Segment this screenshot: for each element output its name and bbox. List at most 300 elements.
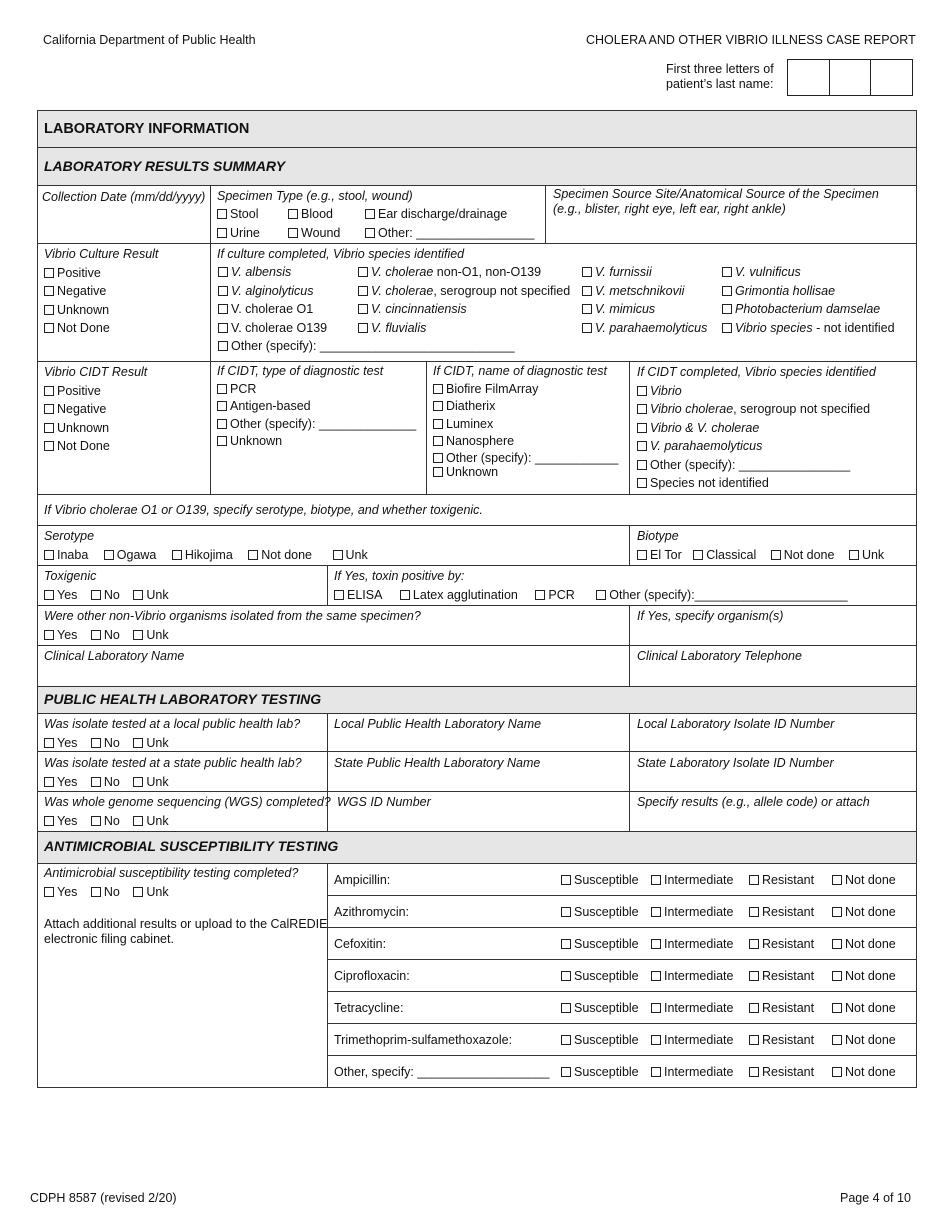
rule xyxy=(545,185,546,243)
drug-result-resistant[interactable]: Resistant xyxy=(749,967,814,986)
species-cholerae-non-o1[interactable]: V. cholerae non-O1, non-O139 xyxy=(358,263,570,282)
checkbox-icon xyxy=(749,971,759,981)
wgs-no[interactable]: No xyxy=(91,812,120,831)
checkbox-icon xyxy=(44,590,54,600)
rule xyxy=(629,605,630,686)
checkbox-icon xyxy=(44,550,54,560)
biotype-el-tor[interactable]: El Tor xyxy=(637,546,682,565)
non-vibrio-unk[interactable]: Unk xyxy=(133,626,168,645)
biotype-not-done[interactable]: Not done xyxy=(771,546,835,565)
checkbox-icon xyxy=(133,590,143,600)
rule xyxy=(37,713,917,714)
drug-result-resistant[interactable]: Resistant xyxy=(749,1063,814,1082)
culture-species-col3 xyxy=(582,263,707,337)
drug-result-not-done[interactable]: Not done xyxy=(832,1031,896,1050)
species-other[interactable]: Other (specify): ____________________________ xyxy=(218,337,515,356)
checkbox-icon xyxy=(218,267,228,277)
checkbox-icon xyxy=(561,875,571,885)
checkbox-icon xyxy=(722,304,732,314)
culture-species-col4 xyxy=(722,263,895,337)
biotype-label: Biotype xyxy=(637,529,679,543)
phl-state-label: Was isolate tested at a state public health lab? xyxy=(44,756,302,770)
checkbox-icon xyxy=(288,209,298,219)
rule xyxy=(37,565,917,566)
wgs-unk[interactable]: Unk xyxy=(133,812,168,831)
ast-yes[interactable]: Yes xyxy=(44,883,77,902)
rule xyxy=(210,185,211,494)
rule xyxy=(327,1023,917,1024)
cidt-result xyxy=(44,363,147,456)
agency-name: California Department of Public Health xyxy=(43,33,256,47)
drug-label: Cefoxitin: xyxy=(334,937,387,951)
checkbox-icon xyxy=(172,550,182,560)
drug-result-intermediate[interactable]: Intermediate xyxy=(651,935,733,954)
checkbox-icon xyxy=(637,386,647,396)
checkbox-icon xyxy=(582,286,592,296)
checkbox-icon xyxy=(218,323,228,333)
checkbox-icon xyxy=(535,590,545,600)
checkbox-icon xyxy=(832,1003,842,1013)
checkbox-icon xyxy=(217,209,227,219)
rule xyxy=(629,525,630,565)
checkbox-icon xyxy=(365,209,375,219)
page-number: Page 4 of 10 xyxy=(840,1191,911,1205)
checkbox-icon xyxy=(218,286,228,296)
species-mimicus[interactable]: V. mimicus xyxy=(582,300,707,319)
ast-question-label: Antimicrobial susceptibility testing completed? xyxy=(44,866,299,880)
ast-attach-line2: electronic filing cabinet. xyxy=(44,932,174,946)
report-title: CHOLERA AND OTHER VIBRIO ILLNESS CASE REPORT xyxy=(586,33,916,47)
rule xyxy=(37,185,917,186)
cidt-type-unknown[interactable]: Unknown xyxy=(217,433,416,451)
urine-option[interactable]: Urine xyxy=(217,224,260,243)
toxigenic-yes[interactable]: Yes xyxy=(44,586,77,605)
checkbox-icon xyxy=(651,971,661,981)
drug-label: Azithromycin: xyxy=(334,905,410,919)
checkbox-icon xyxy=(651,1035,661,1045)
checkbox-icon xyxy=(637,423,647,433)
wgs-yes[interactable]: Yes xyxy=(44,812,77,831)
cidt-result-label: Vibrio CIDT Result xyxy=(44,365,148,379)
checkbox-icon xyxy=(288,228,298,238)
drug-result-susceptible[interactable]: Susceptible xyxy=(561,935,639,954)
drug-result-intermediate[interactable]: Intermediate xyxy=(651,967,733,986)
specimen-type xyxy=(217,187,535,240)
non-vibrio xyxy=(44,607,421,644)
checkbox-icon xyxy=(44,441,54,451)
checkbox-icon xyxy=(400,590,410,600)
rule xyxy=(37,494,917,495)
checkbox-icon xyxy=(44,816,54,826)
serotype xyxy=(44,527,380,564)
checkbox-icon xyxy=(693,550,703,560)
checkbox-icon xyxy=(596,590,606,600)
checkbox-icon xyxy=(133,630,143,640)
rule xyxy=(37,147,917,148)
drug-result-intermediate[interactable]: Intermediate xyxy=(651,999,733,1018)
checkbox-icon xyxy=(44,423,54,433)
culture-species-label: If culture completed, Vibrio species identified xyxy=(217,247,465,261)
last-name-box-2[interactable] xyxy=(830,60,872,95)
rule xyxy=(37,645,917,646)
cidt-name-other[interactable]: Other (specify): ____________ xyxy=(433,451,618,465)
cidt-type-pcr[interactable]: PCR xyxy=(217,381,416,399)
cidt-species-other[interactable]: Other (specify): ________________ xyxy=(637,456,876,475)
biotype xyxy=(637,527,896,564)
non-vibrio-no[interactable]: No xyxy=(91,626,120,645)
rule xyxy=(327,991,917,992)
cidt-species xyxy=(637,363,876,493)
checkbox-icon xyxy=(561,939,571,949)
drug-result-resistant[interactable]: Resistant xyxy=(749,935,814,954)
species-furnissii[interactable]: V. furnissii xyxy=(582,263,707,282)
checkbox-icon xyxy=(582,267,592,277)
ear-option[interactable]: Ear discharge/drainage xyxy=(365,205,507,224)
phl-state-unk[interactable]: Unk xyxy=(133,773,168,792)
phl-local-no[interactable]: No xyxy=(91,734,120,753)
drug-result-not-done[interactable]: Not done xyxy=(832,935,896,954)
form-id: CDPH 8587 (revised 2/20) xyxy=(30,1191,177,1205)
serotype-label: Serotype xyxy=(44,529,95,543)
rule xyxy=(37,831,917,832)
cidt-name-label: If CIDT, name of diagnostic test xyxy=(433,364,607,378)
checkbox-icon xyxy=(44,286,54,296)
collection-date-label: Collection Date (mm/dd/yyyy) xyxy=(42,190,206,204)
drug-result-intermediate[interactable]: Intermediate xyxy=(651,903,733,922)
other-specimen-option[interactable]: Other: _________________ xyxy=(365,224,534,243)
rule xyxy=(327,927,917,928)
checkbox-icon xyxy=(433,401,443,411)
species-cholerae-o139[interactable]: V. cholerae O139 xyxy=(218,319,515,338)
checkbox-icon xyxy=(91,590,101,600)
culture-negative[interactable]: Negative xyxy=(44,282,158,301)
drug-result-susceptible[interactable]: Susceptible xyxy=(561,967,639,986)
toxin-elisa[interactable]: ELISA xyxy=(334,586,382,605)
species-metschnikovii[interactable]: V. metschnikovii xyxy=(582,282,707,301)
drug-label: Ampicillin: xyxy=(334,873,391,887)
drug-result-susceptible[interactable]: Susceptible xyxy=(561,903,639,922)
checkbox-icon xyxy=(832,971,842,981)
checkbox-icon xyxy=(722,323,732,333)
cidt-name-nanosphere[interactable]: Nanosphere xyxy=(433,433,618,451)
drug-result-resistant[interactable]: Resistant xyxy=(749,871,814,890)
organisms-label: If Yes, specify organism(s) xyxy=(637,609,784,623)
o1-instruction: If Vibrio cholerae O1 or O139, specify serotype, biotype, and whether toxigenic. xyxy=(44,503,483,517)
checkbox-icon xyxy=(722,286,732,296)
drug-result-not-done[interactable]: Not done xyxy=(832,903,896,922)
cidt-unknown[interactable]: Unknown xyxy=(44,419,147,438)
serotype-not-done[interactable]: Not done xyxy=(248,546,312,565)
cidt-name xyxy=(433,363,618,479)
drug-label: Tetracycline: xyxy=(334,1001,404,1015)
checkbox-icon xyxy=(44,887,54,897)
local-lab-name-label: Local Public Health Laboratory Name xyxy=(334,717,542,731)
drug-result-susceptible[interactable]: Susceptible xyxy=(561,871,639,890)
checkbox-icon xyxy=(433,436,443,446)
species-albensis[interactable]: V. albensis xyxy=(218,263,515,282)
ast-title: ANTIMICROBIAL SUSCEPTIBILITY TESTING xyxy=(44,838,339,854)
checkbox-icon xyxy=(133,738,143,748)
toxin-other[interactable]: Other (specify):______________________ xyxy=(596,586,847,605)
checkbox-icon xyxy=(561,1067,571,1077)
checkbox-icon xyxy=(771,550,781,560)
checkbox-icon xyxy=(44,738,54,748)
rule xyxy=(37,686,917,687)
drug-result-resistant[interactable]: Resistant xyxy=(749,1031,814,1050)
phl-state-yes[interactable]: Yes xyxy=(44,773,77,792)
checkbox-icon xyxy=(749,1003,759,1013)
non-vibrio-label: Were other non-Vibrio organisms isolated from the same specimen? xyxy=(44,609,421,623)
checkbox-icon xyxy=(749,939,759,949)
wound-option[interactable]: Wound xyxy=(288,224,340,243)
ast-attach-line1: Attach additional results or upload to the CalREDIE xyxy=(44,917,328,931)
checkbox-icon xyxy=(133,887,143,897)
checkbox-icon xyxy=(358,267,368,277)
state-lab-name-label: State Public Health Laboratory Name xyxy=(334,756,541,770)
serotype-ogawa[interactable]: Ogawa xyxy=(104,546,157,565)
rule xyxy=(37,361,917,362)
checkbox-icon xyxy=(832,1067,842,1077)
checkbox-icon xyxy=(44,777,54,787)
drug-result-resistant[interactable]: Resistant xyxy=(749,999,814,1018)
biotype-classical[interactable]: Classical xyxy=(693,546,756,565)
specimen-source-line2: (e.g., blister, right eye, left ear, right ankle) xyxy=(553,202,786,216)
phl-state-no[interactable]: No xyxy=(91,773,120,792)
drug-result-not-done[interactable]: Not done xyxy=(832,871,896,890)
drug-result-intermediate[interactable]: Intermediate xyxy=(651,1063,733,1082)
cidt-name-unknown[interactable]: Unknown xyxy=(433,465,618,479)
phl-state-question xyxy=(44,754,302,791)
phl-local-yes[interactable]: Yes xyxy=(44,734,77,753)
last-name-box-3[interactable] xyxy=(871,60,912,95)
cidt-species-parahaemolyticus[interactable]: V. parahaemolyticus xyxy=(637,437,876,456)
toxin-label: If Yes, toxin positive by: xyxy=(334,569,465,583)
drug-result-not-done[interactable]: Not done xyxy=(832,1063,896,1082)
culture-not-done[interactable]: Not Done xyxy=(44,319,158,338)
checkbox-icon xyxy=(651,1003,661,1013)
specimen-type-label: Specimen Type (e.g., stool, wound) xyxy=(217,189,413,203)
rule xyxy=(37,525,917,526)
wgs-id-label: WGS ID Number xyxy=(337,795,431,809)
checkbox-icon xyxy=(651,939,661,949)
last-name-label xyxy=(666,62,774,92)
phl-title: PUBLIC HEALTH LABORATORY TESTING xyxy=(44,691,322,707)
cidt-species-vibrio-cholerae[interactable]: Vibrio & V. cholerae xyxy=(637,419,876,438)
checkbox-icon xyxy=(358,304,368,314)
checkbox-icon xyxy=(91,738,101,748)
last-name-label-line2: patient’s last name: xyxy=(666,77,774,91)
checkbox-icon xyxy=(44,268,54,278)
cidt-species-not-identified[interactable]: Species not identified xyxy=(637,474,876,493)
checkbox-icon xyxy=(44,323,54,333)
lab-summary-title: LABORATORY RESULTS SUMMARY xyxy=(44,158,286,174)
checkbox-icon xyxy=(358,286,368,296)
checkbox-icon xyxy=(749,1035,759,1045)
checkbox-icon xyxy=(91,630,101,640)
checkbox-icon xyxy=(365,228,375,238)
checkbox-icon xyxy=(582,304,592,314)
cidt-name-luminex[interactable]: Luminex xyxy=(433,416,618,434)
checkbox-icon xyxy=(44,305,54,315)
species-grimontia[interactable]: Grimontia hollisae xyxy=(722,282,895,301)
wgs-question xyxy=(44,793,331,830)
cidt-positive[interactable]: Positive xyxy=(44,382,147,401)
checkbox-icon xyxy=(91,887,101,897)
checkbox-icon xyxy=(91,816,101,826)
culture-unknown[interactable]: Unknown xyxy=(44,301,158,320)
checkbox-icon xyxy=(749,907,759,917)
blood-option[interactable]: Blood xyxy=(288,205,333,224)
rule xyxy=(629,361,630,494)
checkbox-icon xyxy=(217,228,227,238)
drug-result-not-done[interactable]: Not done xyxy=(832,967,896,986)
cidt-species-cholerae[interactable]: Vibrio cholerae, serogroup not specified xyxy=(637,400,876,419)
toxigenic-no[interactable]: No xyxy=(91,586,120,605)
drug-result-susceptible[interactable]: Susceptible xyxy=(561,999,639,1018)
rule xyxy=(37,243,917,244)
cidt-type-antigen[interactable]: Antigen-based xyxy=(217,398,416,416)
checkbox-icon xyxy=(582,323,592,333)
checkbox-icon xyxy=(561,907,571,917)
cidt-type xyxy=(217,363,416,451)
toxin-method xyxy=(334,567,860,604)
clinical-lab-name-label: Clinical Laboratory Name xyxy=(44,649,185,663)
species-cincinnatiensis[interactable]: V. cincinnatiensis xyxy=(358,300,570,319)
checkbox-icon xyxy=(218,341,228,351)
lab-info-title: LABORATORY INFORMATION xyxy=(44,121,250,137)
cidt-name-diatherix[interactable]: Diatherix xyxy=(433,398,618,416)
rule xyxy=(629,713,630,831)
species-vibrio-not-identified[interactable]: Vibrio species - not identified xyxy=(722,319,895,338)
checkbox-icon xyxy=(637,404,647,414)
phl-local-label: Was isolate tested at a local public health lab? xyxy=(44,717,301,731)
checkbox-icon xyxy=(433,419,443,429)
rule xyxy=(327,959,917,960)
rule xyxy=(327,895,917,896)
serotype-hikojima[interactable]: Hikojima xyxy=(172,546,233,565)
cidt-species-vibrio[interactable]: Vibrio xyxy=(637,382,876,401)
cidt-species-label: If CIDT completed, Vibrio species identified xyxy=(637,365,876,379)
checkbox-icon xyxy=(44,630,54,640)
culture-result-label: Vibrio Culture Result xyxy=(44,247,159,261)
cidt-not-done[interactable]: Not Done xyxy=(44,437,147,456)
checkbox-icon xyxy=(91,777,101,787)
toxin-latex[interactable]: Latex agglutination xyxy=(400,586,518,605)
checkbox-icon xyxy=(651,875,661,885)
checkbox-icon xyxy=(832,939,842,949)
checkbox-icon xyxy=(333,550,343,560)
drug-result-susceptible[interactable]: Susceptible xyxy=(561,1063,639,1082)
checkbox-icon xyxy=(248,550,258,560)
checkbox-icon xyxy=(358,323,368,333)
drug-result-intermediate[interactable]: Intermediate xyxy=(651,871,733,890)
checkbox-icon xyxy=(433,453,443,463)
last-name-label-line1: First three letters of xyxy=(666,62,774,76)
non-vibrio-yes[interactable]: Yes xyxy=(44,626,77,645)
toxigenic xyxy=(44,567,181,604)
rule xyxy=(327,1055,917,1056)
last-name-box-1[interactable] xyxy=(788,60,830,95)
checkbox-icon xyxy=(749,875,759,885)
checkbox-icon xyxy=(217,401,227,411)
checkbox-icon xyxy=(133,777,143,787)
species-vulnificus[interactable]: V. vulnificus xyxy=(722,263,895,282)
ast-attach-note xyxy=(44,917,328,947)
serotype-inaba[interactable]: Inaba xyxy=(44,546,88,565)
phl-local-unk[interactable]: Unk xyxy=(133,734,168,753)
biotype-unk[interactable]: Unk xyxy=(849,546,884,565)
checkbox-icon xyxy=(217,384,227,394)
ast-unk[interactable]: Unk xyxy=(133,883,168,902)
stool-option[interactable]: Stool xyxy=(217,205,259,224)
ast-question xyxy=(44,864,298,901)
ast-no[interactable]: No xyxy=(91,883,120,902)
toxigenic-label: Toxigenic xyxy=(44,569,97,583)
checkbox-icon xyxy=(433,467,443,477)
cidt-type-other[interactable]: Other (specify): ______________ xyxy=(217,416,416,434)
drug-result-resistant[interactable]: Resistant xyxy=(749,903,814,922)
checkbox-icon xyxy=(651,907,661,917)
checkbox-icon xyxy=(218,304,228,314)
checkbox-icon xyxy=(637,460,647,470)
wgs-label: Was whole genome sequencing (WGS) completed? xyxy=(44,795,331,809)
rule xyxy=(37,791,917,792)
toxigenic-unk[interactable]: Unk xyxy=(133,586,168,605)
state-isolate-id-label: State Laboratory Isolate ID Number xyxy=(637,756,834,770)
species-alginolyticus[interactable]: V. alginolyticus xyxy=(218,282,515,301)
checkbox-icon xyxy=(832,907,842,917)
serotype-unk[interactable]: Unk xyxy=(333,546,368,565)
drug-label: Ciprofloxacin: xyxy=(334,969,410,983)
checkbox-icon xyxy=(832,1035,842,1045)
checkbox-icon xyxy=(849,550,859,560)
drug-label: Other, specify: ___________________ xyxy=(334,1065,550,1079)
checkbox-icon xyxy=(637,478,647,488)
rule xyxy=(37,605,917,606)
checkbox-icon xyxy=(637,441,647,451)
specimen-source-line1: Specimen Source Site/Anatomical Source of the Specimen xyxy=(553,187,879,201)
drug-result-intermediate[interactable]: Intermediate xyxy=(651,1031,733,1050)
checkbox-icon xyxy=(217,436,227,446)
checkbox-icon xyxy=(637,550,647,560)
species-parahaemolyticus[interactable]: V. parahaemolyticus xyxy=(582,319,707,338)
species-cholerae-o1[interactable]: V. cholerae O1 xyxy=(218,300,515,319)
checkbox-icon xyxy=(651,1067,661,1077)
rule xyxy=(327,863,328,1088)
checkbox-icon xyxy=(44,386,54,396)
phl-local-question xyxy=(44,715,300,752)
clinical-lab-phone-label: Clinical Laboratory Telephone xyxy=(637,649,802,663)
checkbox-icon xyxy=(832,875,842,885)
species-fluvialis[interactable]: V. fluvialis xyxy=(358,319,570,338)
species-cholerae-unspecified[interactable]: V. cholerae, serogroup not specified xyxy=(358,282,570,301)
toxin-pcr[interactable]: PCR xyxy=(535,586,574,605)
checkbox-icon xyxy=(561,1035,571,1045)
checkbox-icon xyxy=(217,419,227,429)
last-name-boxes xyxy=(787,59,913,96)
drug-result-not-done[interactable]: Not done xyxy=(832,999,896,1018)
species-photobacterium[interactable]: Photobacterium damselae xyxy=(722,300,895,319)
culture-positive[interactable]: Positive xyxy=(44,264,158,283)
drug-label: Trimethoprim-sulfamethoxazole: xyxy=(334,1033,513,1047)
drug-result-susceptible[interactable]: Susceptible xyxy=(561,1031,639,1050)
cidt-negative[interactable]: Negative xyxy=(44,400,147,419)
local-isolate-id-label: Local Laboratory Isolate ID Number xyxy=(637,717,835,731)
checkbox-icon xyxy=(561,1003,571,1013)
checkbox-icon xyxy=(433,384,443,394)
checkbox-icon xyxy=(133,816,143,826)
cidt-name-biofire[interactable]: Biofire FilmArray xyxy=(433,381,618,399)
